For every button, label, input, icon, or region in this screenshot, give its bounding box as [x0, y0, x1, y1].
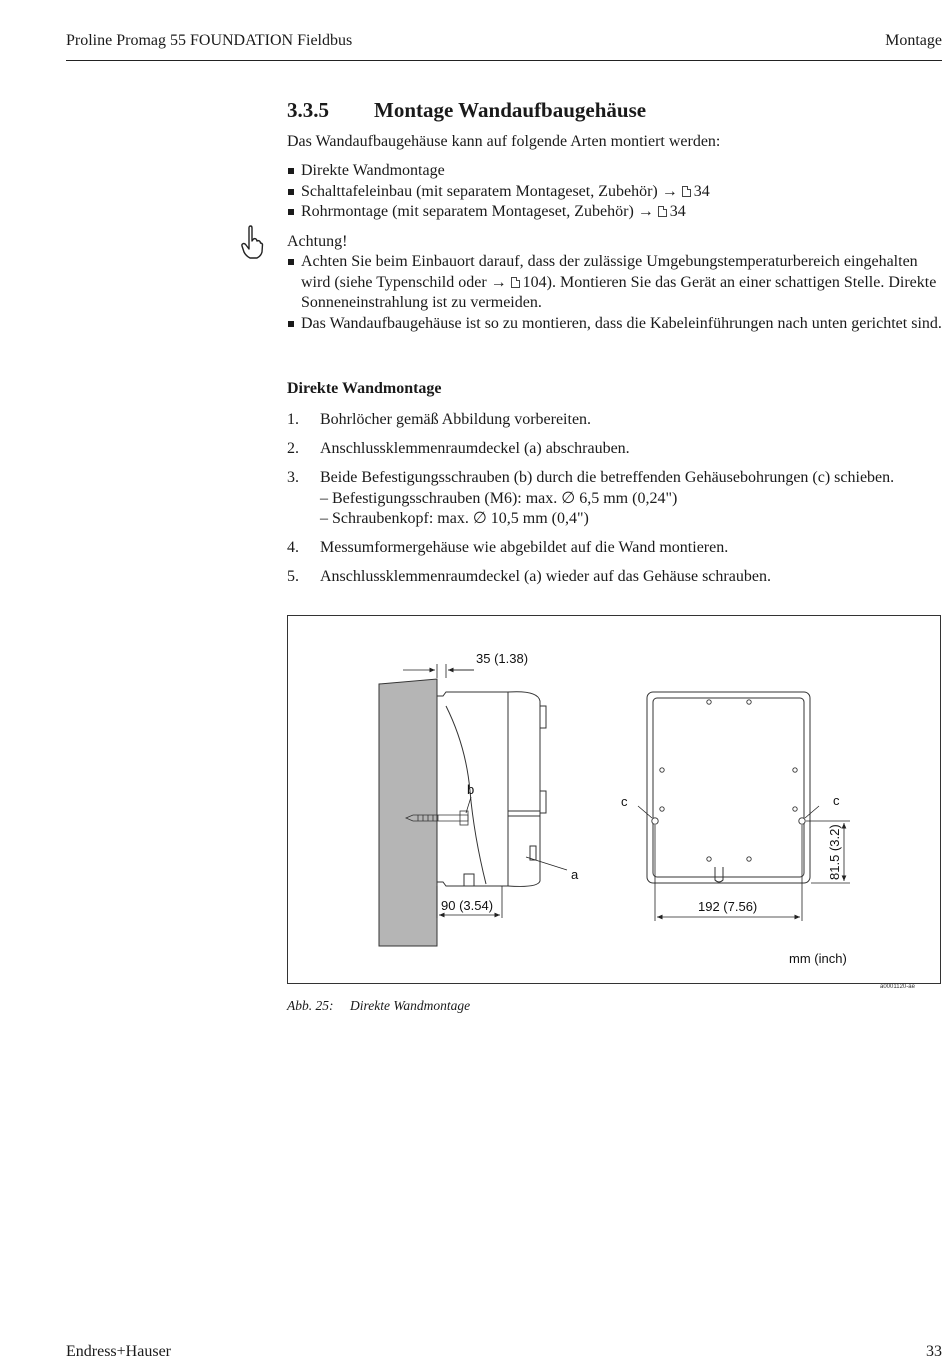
mounting-holes [652, 700, 805, 861]
dim-width-label: 192 (7.56) [698, 899, 758, 914]
label-b: b [467, 782, 475, 797]
section-title: Montage Wandaufbaugehäuse [374, 98, 647, 122]
label-a: a [571, 867, 579, 882]
units-label: mm (inch) [789, 951, 847, 966]
dim-top-label: 35 (1.38) [476, 651, 529, 666]
dim-height-label: 81.5 (3.2) [827, 824, 842, 880]
header-title: Proline Promag 55 FOUNDATION Fieldbus [66, 32, 353, 49]
section-heading [287, 98, 943, 123]
hand-pointing-icon [240, 225, 264, 261]
page-ref-icon [658, 206, 667, 217]
page-ref-icon [682, 186, 691, 197]
housing-front-view [647, 692, 810, 883]
list-item: 1. Bohrlöcher gemäß Abbildung vorbereiten. [287, 411, 592, 428]
footer-brand: Endress+Hauser [66, 1343, 171, 1360]
list-item: 2. Anschlussklemmenraumdeckel (a) abschrauben. [287, 440, 630, 457]
list-item: Das Wandaufbaugehäuse ist so zu montieren, dass die Kabeleinführungen nach unten gerichtet sind. [287, 314, 943, 335]
list-item: Schalttafeleinbau (mit separatem Montageset, Zubehör) → 34 [287, 182, 943, 203]
header-rule [66, 60, 942, 61]
section-number: 3.3.5 [287, 98, 329, 122]
wall-mount-drawing [288, 616, 940, 983]
page-ref[interactable]: 104 [522, 273, 547, 291]
label-c-left: c [621, 794, 628, 809]
page-ref[interactable]: 34 [693, 182, 710, 200]
wall-section [379, 679, 437, 946]
dim-bottom-left-label: 90 (3.54) [441, 898, 494, 913]
dimension-top [403, 664, 474, 678]
caution-list [287, 252, 943, 334]
figure-caption: Abb. 25: Direkte Wandmontage [287, 998, 471, 1013]
steps-list [287, 410, 943, 596]
page-ref[interactable]: 34 [669, 203, 686, 220]
list-item: Achten Sie beim Einbauort darauf, dass der zulässige Umgebungstemperaturbereich eingehalten wird (siehe Typenschild oder → 104). Montieren Sie das Gerät an einer schattigen Stelle. Direkte Sonneneinstrahlung ist zu vermeiden. [287, 252, 943, 314]
list-item: Rohrmontage (mit separatem Montageset, Zubehör) → 34 [287, 202, 943, 223]
mounting-options-list [287, 161, 943, 223]
list-item: Direkte Wandmontage [287, 161, 943, 182]
label-c-right: c [833, 793, 840, 808]
figure-id: a0001120-ae [880, 984, 915, 990]
list-item: 4. Messumformergehäuse wie abgebildet auf die Wand montieren. [287, 539, 729, 556]
page-ref-icon [511, 277, 520, 288]
subsection-heading: Direkte Wandmontage [287, 380, 442, 397]
list-item: 3. Beide Befestigungsschrauben (b) durch die betreffenden Gehäusebohrungen (c) schieben. – Befestigungsschrauben (M6): max. ∅ 6,5 mm (0,24") – Schraubenkopf: max. ∅ 10,5 mm (0,4") [287, 469, 895, 527]
header-chapter: Montage [885, 32, 942, 49]
list-item: 5. Anschlussklemmenraumdeckel (a) wieder auf das Gehäuse schrauben. [287, 568, 771, 585]
housing-side-view [437, 692, 546, 887]
mounting-figure [287, 615, 941, 984]
page-number: 33 [926, 1343, 942, 1360]
caution-title: Achtung! [287, 233, 348, 250]
intro-text: Das Wandaufbaugehäuse kann auf folgende Arten montiert werden: [287, 133, 721, 150]
